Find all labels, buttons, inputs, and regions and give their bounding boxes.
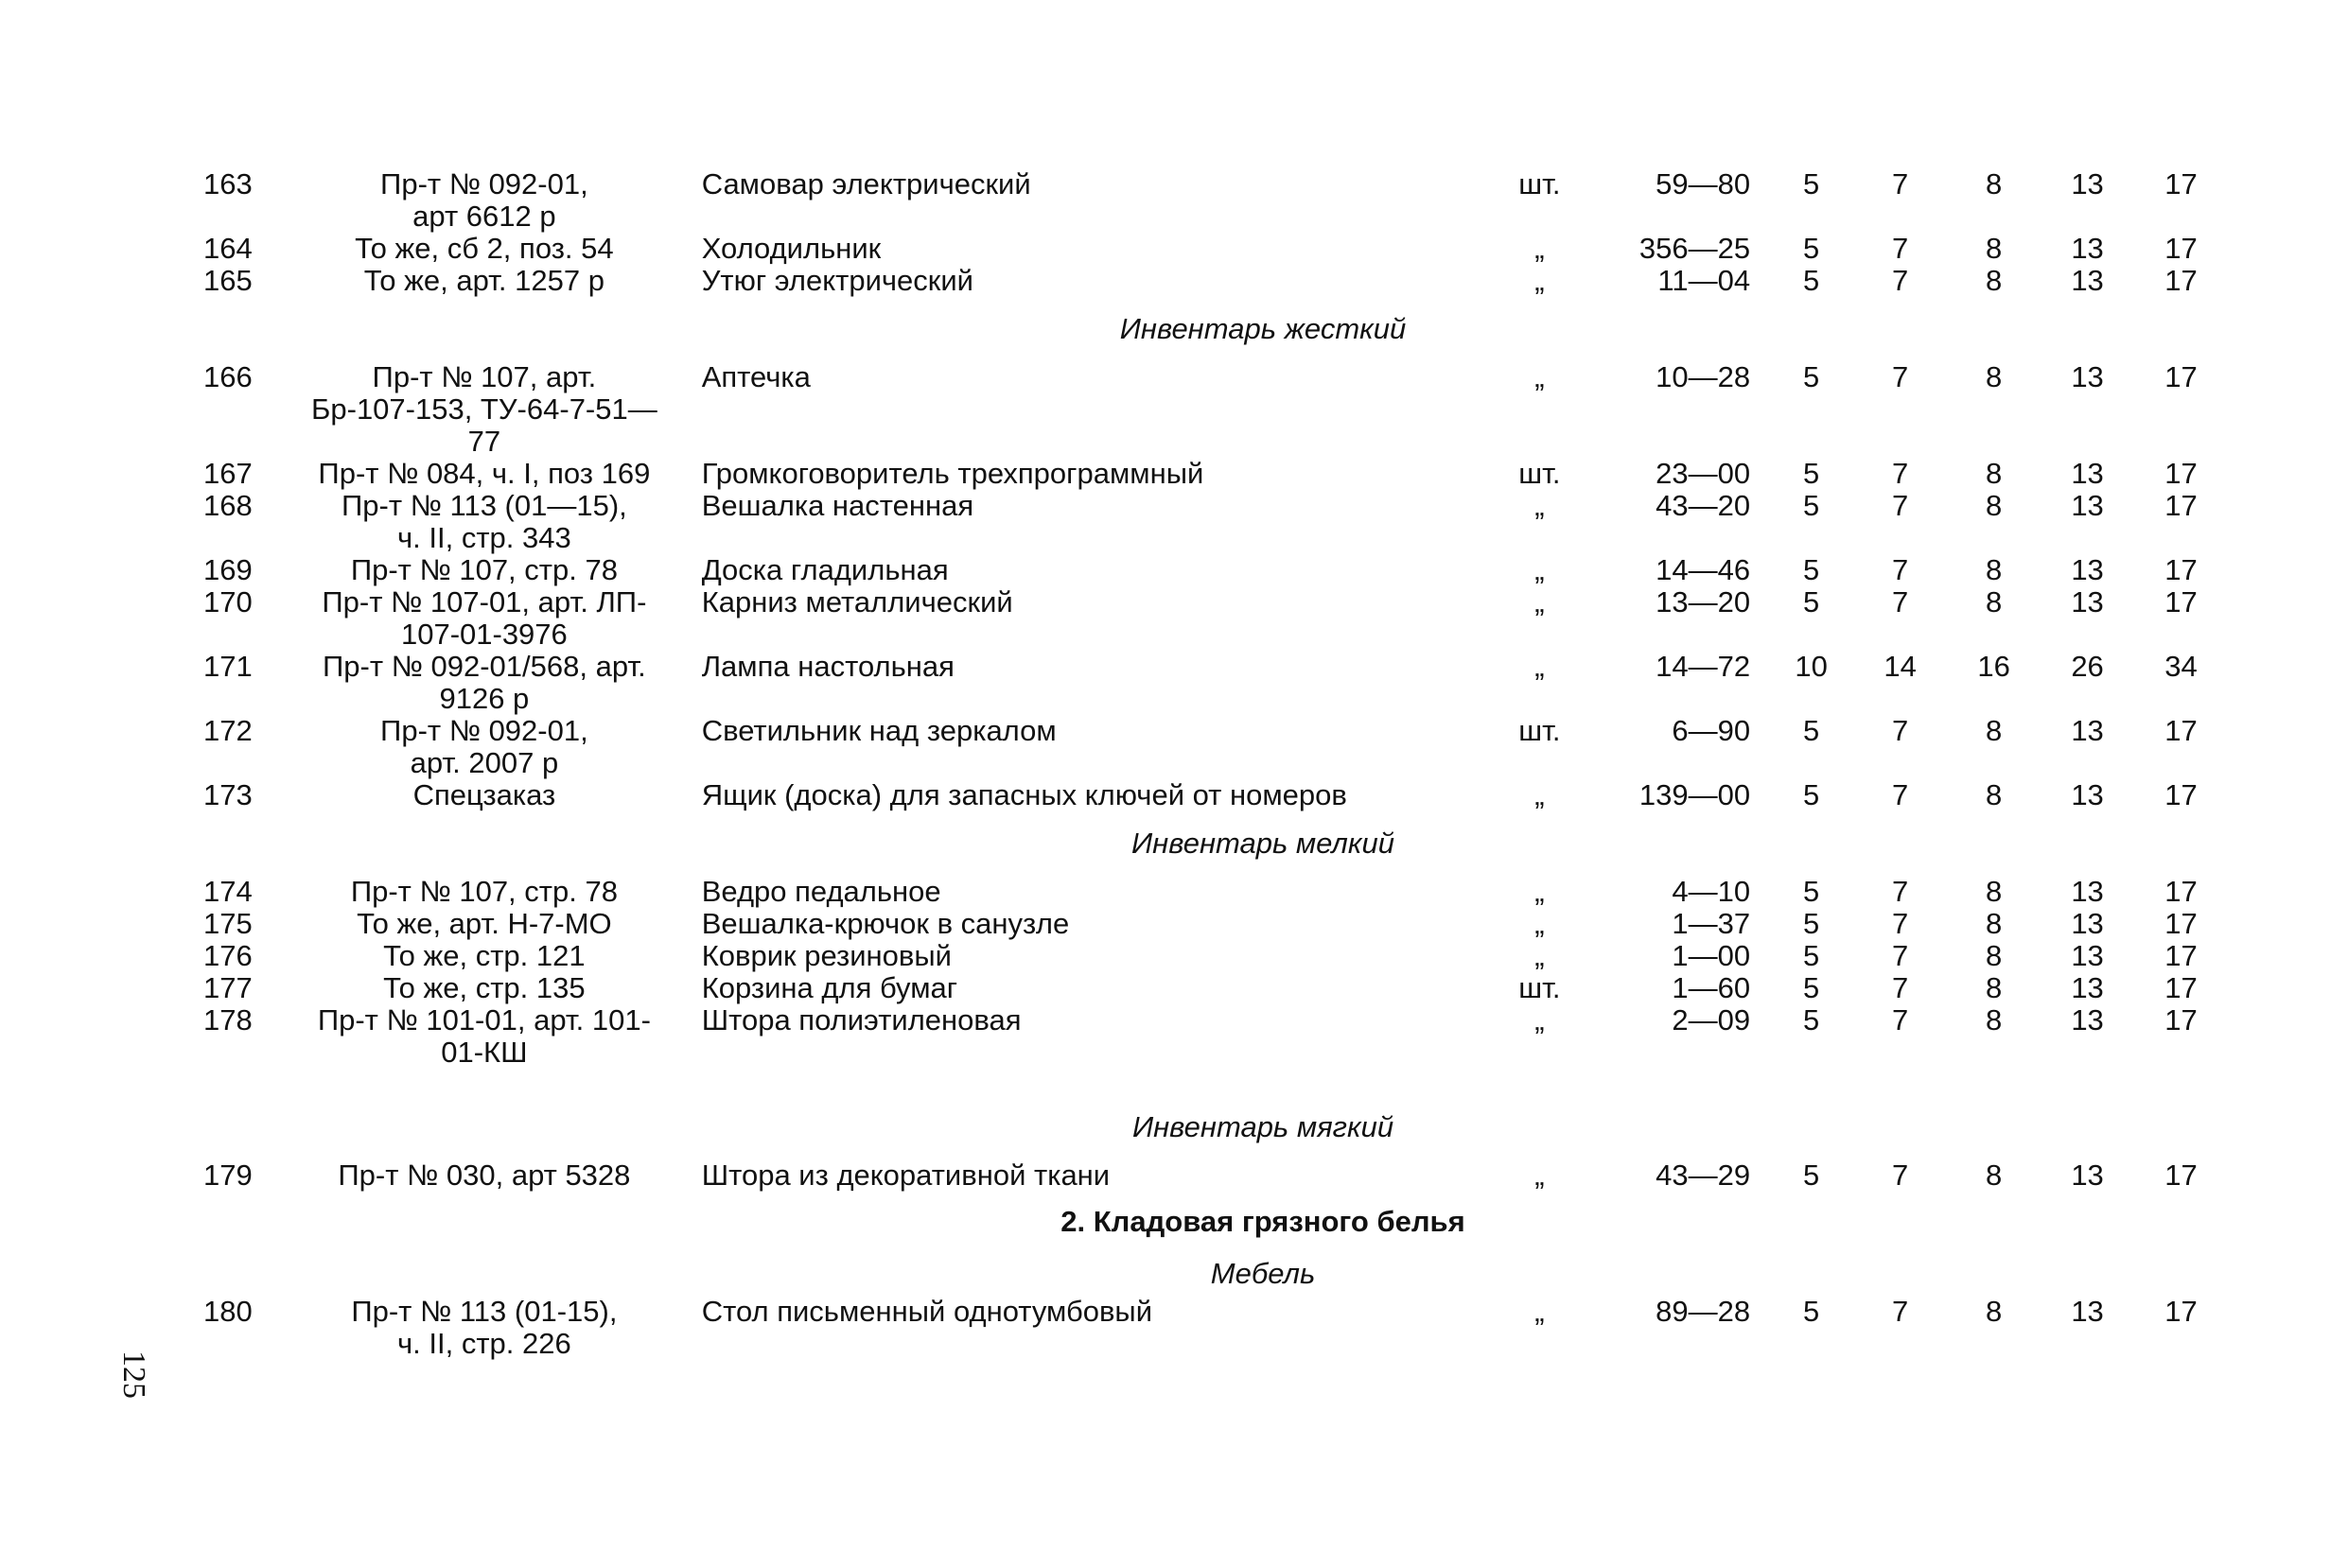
catalog-reference-line: Пр-т № 113 (01-15), xyxy=(351,1295,618,1328)
item-name: Громкоговоритель трехпрограммный xyxy=(701,457,1204,490)
catalog-reference-line: 9126 р xyxy=(439,682,530,715)
quantity-value: 8 xyxy=(1985,232,2003,265)
quantity-value: 5 xyxy=(1802,1003,1820,1037)
item-number: 171 xyxy=(203,650,253,683)
section-heading: Инвентарь жесткий xyxy=(1119,312,1407,345)
page-number: 125 xyxy=(116,1350,151,1399)
quantity-value: 5 xyxy=(1802,939,1820,972)
quantity-value: 17 xyxy=(2164,167,2198,200)
table-row xyxy=(203,265,2228,297)
price: 89—28 xyxy=(1656,1295,1751,1328)
quantity-value: 13 xyxy=(2071,1295,2104,1328)
quantity-value: 13 xyxy=(2071,714,2104,747)
quantity-value: 13 xyxy=(2071,489,2104,522)
catalog-reference-line: арт 6612 р xyxy=(412,200,556,233)
price: 11—04 xyxy=(1657,264,1751,297)
table-row xyxy=(203,168,2228,233)
item-number: 175 xyxy=(203,907,253,940)
quantity-value: 17 xyxy=(2164,1295,2198,1328)
quantity-value: 17 xyxy=(2164,971,2198,1004)
catalog-reference-line: Спецзаказ xyxy=(412,778,556,811)
item-name: Ящик (доска) для запасных ключей от номеров xyxy=(701,778,1347,811)
unit: „ xyxy=(1534,875,1545,908)
unit: „ xyxy=(1534,1159,1545,1192)
quantity-value: 7 xyxy=(1892,232,1909,265)
table-row xyxy=(203,651,2228,715)
price: 43—29 xyxy=(1656,1159,1751,1192)
quantity-value: 8 xyxy=(1985,457,2003,490)
catalog-reference-line: Пр-т № 113 (01—15), xyxy=(341,489,627,522)
table-row xyxy=(203,233,2228,265)
catalog-reference xyxy=(288,908,681,940)
catalog-reference-line: Пр-т № 084, ч. I, поз 169 xyxy=(318,457,651,490)
catalog-reference-line: То же, стр. 135 xyxy=(383,971,586,1004)
item-number: 167 xyxy=(203,457,253,490)
unit: „ xyxy=(1534,1295,1545,1328)
quantity-value: 7 xyxy=(1892,714,1909,747)
catalog-reference xyxy=(288,554,681,586)
unit: „ xyxy=(1534,939,1545,972)
table-row xyxy=(203,554,2228,586)
price: 43—20 xyxy=(1656,489,1751,522)
quantity-value: 17 xyxy=(2164,875,2198,908)
catalog-reference xyxy=(288,1004,681,1069)
price: 1—00 xyxy=(1672,939,1751,972)
quantity-value: 5 xyxy=(1802,1295,1820,1328)
quantity-value: 7 xyxy=(1892,360,1909,393)
item-number: 166 xyxy=(203,360,253,393)
quantity-value: 10 xyxy=(1795,650,1828,683)
table-row xyxy=(203,1004,2228,1069)
unit: шт. xyxy=(1518,167,1561,200)
unit: „ xyxy=(1534,585,1545,618)
item-number: 165 xyxy=(203,264,253,297)
price: 13—20 xyxy=(1656,585,1751,618)
catalog-reference xyxy=(288,779,681,811)
quantity-value: 13 xyxy=(2071,939,2104,972)
catalog-reference xyxy=(288,876,681,908)
item-number: 164 xyxy=(203,232,253,265)
item-name: Корзина для бумаг xyxy=(701,971,958,1004)
quantity-value: 13 xyxy=(2071,457,2104,490)
unit: шт. xyxy=(1518,457,1561,490)
quantity-value: 7 xyxy=(1892,971,1909,1004)
unit: шт. xyxy=(1518,714,1561,747)
quantity-value: 7 xyxy=(1892,778,1909,811)
quantity-value: 13 xyxy=(2071,1003,2104,1037)
quantity-value: 8 xyxy=(1985,778,2003,811)
quantity-value: 26 xyxy=(2071,650,2104,683)
quantity-value: 13 xyxy=(2071,778,2104,811)
item-name: Вешалка настенная xyxy=(701,489,974,522)
price: 1—60 xyxy=(1672,971,1751,1004)
quantity-value: 17 xyxy=(2164,1003,2198,1037)
quantity-value: 7 xyxy=(1892,553,1909,586)
table-row xyxy=(203,876,2228,908)
item-number: 168 xyxy=(203,489,253,522)
table-row xyxy=(203,490,2228,554)
item-number: 178 xyxy=(203,1003,253,1037)
price: 23—00 xyxy=(1656,457,1751,490)
quantity-value: 34 xyxy=(2164,650,2198,683)
quantity-value: 13 xyxy=(2071,971,2104,1004)
quantity-value: 8 xyxy=(1985,907,2003,940)
catalog-reference xyxy=(288,490,681,554)
item-name: Коврик резиновый xyxy=(701,939,952,972)
quantity-value: 17 xyxy=(2164,489,2198,522)
item-number: 173 xyxy=(203,778,253,811)
quantity-value: 7 xyxy=(1892,1003,1909,1037)
catalog-reference xyxy=(288,940,681,972)
catalog-reference-line: Пр-т № 092-01/568, арт. xyxy=(322,650,646,683)
catalog-reference-line: То же, сб 2, поз. 54 xyxy=(355,232,614,265)
quantity-value: 8 xyxy=(1985,1159,2003,1192)
quantity-value: 13 xyxy=(2071,907,2104,940)
catalog-reference-line: Бр-107-153, ТУ-64-7-51— xyxy=(311,392,657,426)
catalog-reference xyxy=(288,1296,681,1360)
catalog-reference-line: ч. II, стр. 226 xyxy=(397,1327,571,1360)
section-heading: Мебель xyxy=(1210,1257,1316,1290)
price: 356—25 xyxy=(1638,232,1751,265)
quantity-value: 13 xyxy=(2071,1159,2104,1192)
unit: „ xyxy=(1534,778,1545,811)
catalog-reference-line: Пр-т № 092-01, xyxy=(380,167,588,200)
item-name: Аптечка xyxy=(701,360,811,393)
quantity-value: 8 xyxy=(1985,264,2003,297)
table-row xyxy=(203,779,2228,811)
quantity-value: 17 xyxy=(2164,907,2198,940)
catalog-reference xyxy=(288,972,681,1004)
item-name: Самовар электрический xyxy=(701,167,1031,200)
catalog-reference xyxy=(288,715,681,779)
item-name: Холодильник xyxy=(701,232,882,265)
quantity-value: 8 xyxy=(1985,875,2003,908)
catalog-reference-line: ч. II, стр. 343 xyxy=(397,521,571,554)
catalog-reference xyxy=(288,1159,681,1192)
quantity-value: 8 xyxy=(1985,167,2003,200)
catalog-reference xyxy=(288,361,681,458)
item-name: Светильник над зеркалом xyxy=(701,714,1057,747)
quantity-value: 17 xyxy=(2164,264,2198,297)
item-name: Ведро педальное xyxy=(701,875,941,908)
unit: „ xyxy=(1534,264,1545,297)
item-number: 169 xyxy=(203,553,253,586)
quantity-value: 7 xyxy=(1892,457,1909,490)
section-heading: Инвентарь мягкий xyxy=(1131,1110,1394,1143)
quantity-value: 7 xyxy=(1892,907,1909,940)
quantity-value: 5 xyxy=(1802,1159,1820,1192)
quantity-value: 5 xyxy=(1802,907,1820,940)
quantity-value: 5 xyxy=(1802,971,1820,1004)
item-number: 177 xyxy=(203,971,253,1004)
quantity-value: 13 xyxy=(2071,553,2104,586)
quantity-value: 17 xyxy=(2164,360,2198,393)
quantity-value: 8 xyxy=(1985,585,2003,618)
unit: „ xyxy=(1534,360,1545,393)
item-name: Штора полиэтиленовая xyxy=(701,1003,1022,1037)
quantity-value: 5 xyxy=(1802,553,1820,586)
quantity-value: 8 xyxy=(1985,1003,2003,1037)
quantity-value: 8 xyxy=(1985,1295,2003,1328)
quantity-value: 13 xyxy=(2071,585,2104,618)
quantity-value: 17 xyxy=(2164,585,2198,618)
item-number: 172 xyxy=(203,714,253,747)
catalog-reference-line: То же, арт. 1257 р xyxy=(363,264,605,297)
price: 4—10 xyxy=(1672,875,1751,908)
quantity-value: 13 xyxy=(2071,264,2104,297)
price: 14—72 xyxy=(1656,650,1751,683)
catalog-reference xyxy=(288,651,681,715)
unit: „ xyxy=(1534,232,1545,265)
catalog-reference xyxy=(288,458,681,490)
table-row xyxy=(203,586,2228,651)
item-name: Стол письменный однотумбовый xyxy=(701,1295,1153,1328)
quantity-value: 13 xyxy=(2071,360,2104,393)
quantity-value: 8 xyxy=(1985,489,2003,522)
quantity-value: 13 xyxy=(2071,875,2104,908)
quantity-value: 17 xyxy=(2164,778,2198,811)
catalog-reference-line: Пр-т № 107, арт. xyxy=(372,360,597,393)
quantity-value: 17 xyxy=(2164,232,2198,265)
quantity-value: 17 xyxy=(2164,553,2198,586)
table-row xyxy=(203,715,2228,779)
quantity-value: 17 xyxy=(2164,457,2198,490)
unit: „ xyxy=(1534,553,1545,586)
catalog-reference-line: Пр-т № 030, арт 5328 xyxy=(338,1159,631,1192)
quantity-value: 8 xyxy=(1985,971,2003,1004)
quantity-value: 5 xyxy=(1802,167,1820,200)
item-number: 170 xyxy=(203,585,253,618)
unit: „ xyxy=(1534,650,1545,683)
catalog-reference-line: 01-КШ xyxy=(441,1036,528,1069)
table-row xyxy=(203,361,2228,458)
catalog-reference xyxy=(288,586,681,651)
quantity-value: 17 xyxy=(2164,1159,2198,1192)
quantity-value: 14 xyxy=(1884,650,1917,683)
price: 6—90 xyxy=(1672,714,1751,747)
quantity-value: 16 xyxy=(1977,650,2010,683)
quantity-value: 13 xyxy=(2071,232,2104,265)
quantity-value: 17 xyxy=(2164,939,2198,972)
item-number: 179 xyxy=(203,1159,253,1192)
price: 10—28 xyxy=(1656,360,1751,393)
table-row xyxy=(203,1296,2228,1360)
quantity-value: 7 xyxy=(1892,939,1909,972)
price: 1—37 xyxy=(1672,907,1751,940)
quantity-value: 17 xyxy=(2164,714,2198,747)
table-row xyxy=(203,972,2228,1004)
quantity-value: 7 xyxy=(1892,585,1909,618)
catalog-reference-line: 107-01-3976 xyxy=(400,618,568,651)
table-row xyxy=(203,908,2228,940)
catalog-reference-line: Пр-т № 107, стр. 78 xyxy=(350,553,618,586)
section-heading: Инвентарь мелкий xyxy=(1131,827,1394,860)
item-number: 176 xyxy=(203,939,253,972)
quantity-value: 7 xyxy=(1892,167,1909,200)
catalog-reference xyxy=(288,168,681,233)
item-name: Доска гладильная xyxy=(701,553,949,586)
catalog-reference-line: То же, стр. 121 xyxy=(383,939,586,972)
item-name: Вешалка-крючок в санузле xyxy=(701,907,1070,940)
item-name: Штора из декоративной ткани xyxy=(701,1159,1111,1192)
unit: шт. xyxy=(1518,971,1561,1004)
quantity-value: 7 xyxy=(1892,264,1909,297)
item-name: Карниз металлический xyxy=(701,585,1013,618)
catalog-reference-line: То же, арт. Н-7-МО xyxy=(357,907,612,940)
catalog-reference xyxy=(288,265,681,297)
quantity-value: 8 xyxy=(1985,939,2003,972)
item-name: Утюг электрический xyxy=(701,264,973,297)
section-heading: 2. Кладовая грязного белья xyxy=(1060,1205,1465,1238)
catalog-reference-line: Пр-т № 107, стр. 78 xyxy=(350,875,618,908)
unit: „ xyxy=(1534,907,1545,940)
quantity-value: 8 xyxy=(1985,553,2003,586)
quantity-value: 7 xyxy=(1892,1295,1909,1328)
table-row xyxy=(203,1159,2228,1192)
price: 14—46 xyxy=(1656,553,1751,586)
quantity-value: 5 xyxy=(1802,585,1820,618)
catalog-reference-line: Пр-т № 107-01, арт. ЛП- xyxy=(322,585,647,618)
item-number: 180 xyxy=(203,1295,253,1328)
item-number: 163 xyxy=(203,167,253,200)
unit: „ xyxy=(1534,1003,1545,1037)
item-name: Лампа настольная xyxy=(701,650,955,683)
price: 139—00 xyxy=(1638,778,1751,811)
quantity-value: 8 xyxy=(1985,360,2003,393)
price: 2—09 xyxy=(1672,1003,1751,1037)
quantity-value: 5 xyxy=(1802,264,1820,297)
item-number: 174 xyxy=(203,875,253,908)
quantity-value: 5 xyxy=(1802,778,1820,811)
quantity-value: 7 xyxy=(1892,1159,1909,1192)
catalog-reference-line: Пр-т № 092-01, xyxy=(380,714,588,747)
quantity-value: 5 xyxy=(1802,875,1820,908)
unit: „ xyxy=(1534,489,1545,522)
catalog-reference-line: Пр-т № 101-01, арт. 101- xyxy=(317,1003,651,1037)
quantity-value: 13 xyxy=(2071,167,2104,200)
quantity-value: 5 xyxy=(1802,360,1820,393)
quantity-value: 5 xyxy=(1802,457,1820,490)
price: 59—80 xyxy=(1656,167,1751,200)
catalog-reference xyxy=(288,233,681,265)
quantity-value: 5 xyxy=(1802,232,1820,265)
table-row xyxy=(203,458,2228,490)
catalog-reference-line: арт. 2007 р xyxy=(410,746,559,779)
table-row xyxy=(203,940,2228,972)
quantity-value: 8 xyxy=(1985,714,2003,747)
equipment-table xyxy=(203,168,2228,1360)
catalog-reference-line: 77 xyxy=(467,425,501,458)
quantity-value: 7 xyxy=(1892,875,1909,908)
quantity-value: 5 xyxy=(1802,714,1820,747)
quantity-value: 5 xyxy=(1802,489,1820,522)
quantity-value: 7 xyxy=(1892,489,1909,522)
